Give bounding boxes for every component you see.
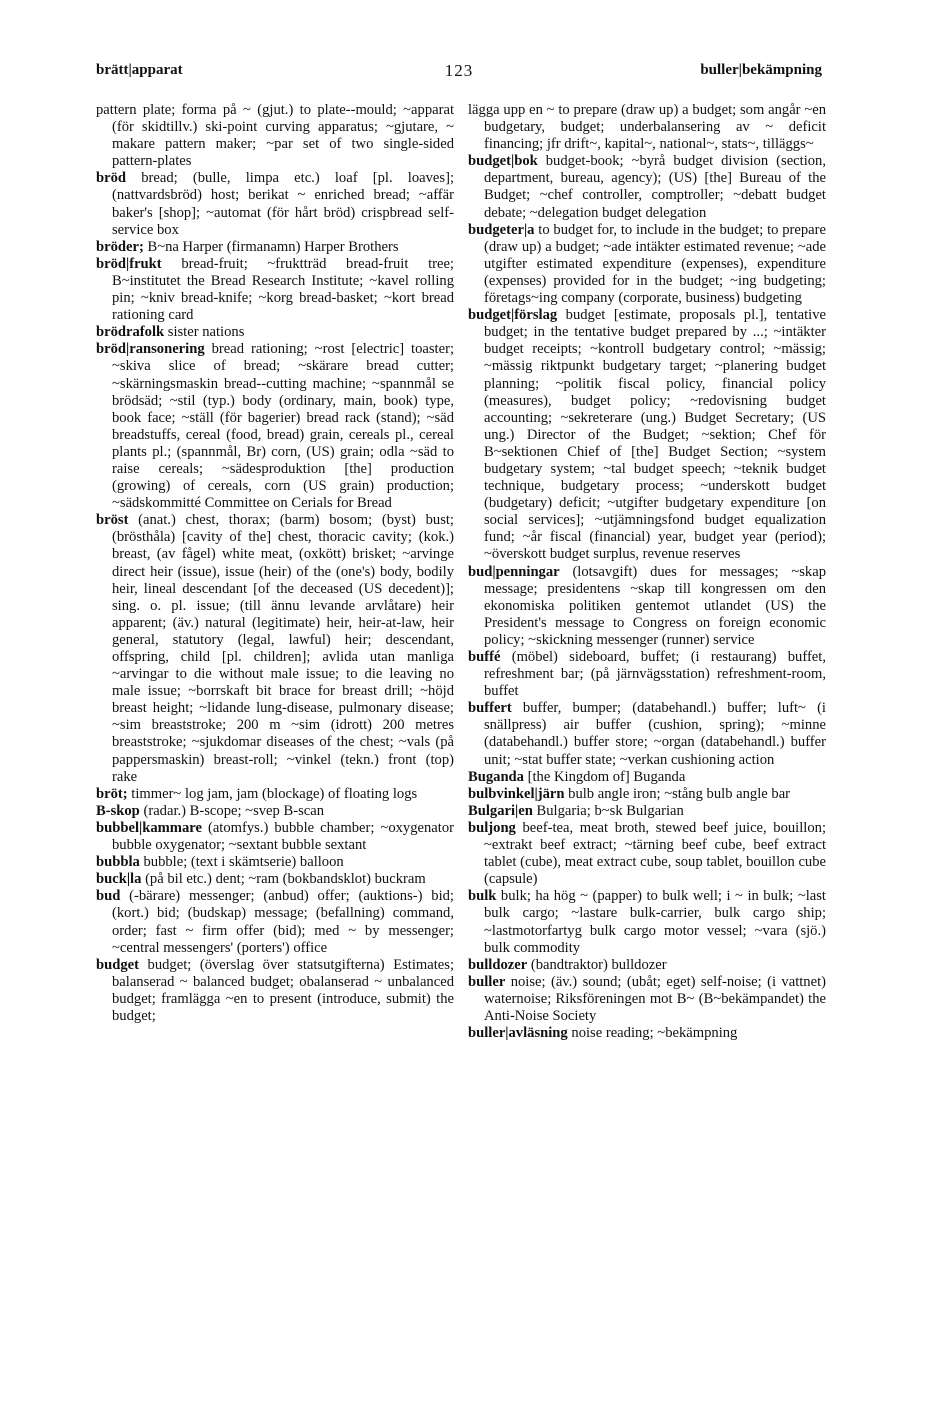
dictionary-entry	[468, 1025, 826, 1042]
entry-text: bulk; ha hög ~ (papper) to bulk well; i ~ in bulk; ~last bulk cargo; ~lastare bulk-carrier, bulk cargo ship; ~lastmotorfartyg bulk cargo motor vessel; ~vara (sjö.) bulk commodity	[484, 888, 826, 956]
entry-text: (atomfys.) bubble chamber; ~oxygenator bubble oxygenator; ~sextant bubble sextant	[112, 819, 454, 854]
dictionary-entry	[468, 153, 826, 221]
dictionary-entry	[96, 803, 454, 820]
dictionary-entry	[468, 102, 826, 153]
entry-text: noise reading; ~bekämpning	[571, 1025, 738, 1042]
dictionary-entry	[96, 871, 454, 888]
entry-headword: budget|förslag	[468, 307, 558, 324]
dictionary-entry	[468, 307, 826, 563]
header-left-guideword: brätt|apparat	[96, 62, 183, 78]
entry-text: bulb angle iron; ~stång bulb angle bar	[568, 785, 791, 802]
entry-text: budget; (överslag över statsutgifterna) Estimates; balanserad ~ balanced budget; obalanserad ~ unbalanced budget; framlägga ~en to present (introduce, submit) the budget;	[112, 956, 454, 1024]
dictionary-entry	[468, 957, 826, 974]
entry-headword: bubbel|kammare	[96, 819, 202, 836]
header-right-guideword: buller|bekämpning	[700, 62, 822, 78]
entry-text: (möbel) sideboard, buffet; (i restaurang) buffet, refreshment bar; (på järnvägsstation) refreshment-room, buffet	[484, 649, 826, 700]
dictionary-entry	[96, 786, 454, 803]
entry-headword: brödrafolk	[96, 324, 165, 341]
entry-headword: buller	[468, 973, 506, 990]
entry-text: Bulgaria; b~sk Bulgarian	[536, 802, 684, 819]
entry-text: noise; (äv.) sound; (ubåt; eget) self-noise; (i vattnet) waternoise; Riksföreningen mot B~ (B~bekämpandet) the Anti-Noise Society	[484, 973, 826, 1024]
entry-headword: buck|la	[96, 871, 142, 888]
entry-headword: B-skop	[96, 802, 140, 819]
page-header	[96, 62, 822, 86]
dictionary-entry	[96, 239, 454, 256]
entry-headword: bud|penningar	[468, 563, 560, 580]
dictionary-entry	[96, 102, 454, 170]
entry-headword: bröd|frukt	[96, 255, 162, 272]
entry-text: to budget for, to include in the budget; to prepare (draw up) a budget; ~ade intäkter estimated revenue; ~ade utgifter estimated expenditure (expenses), expenditure (expenses) provided for in the budget; ~ing budgeting; företags~ing company (corporate, business) budgeting	[484, 221, 826, 307]
page-number: 123	[444, 61, 474, 80]
entry-text: (anat.) chest, thorax; (barm) bosom; (byst) bust; (brösthåla) [cavity of the] chest, thoracic cavity; (kok.) breast, (av fågel) white meat, (oxkött) brisket; ~arvinge direct heir (issue), issue (heir) of the (one's) body, bodily heir, lineal descendant [of the deceased (US decedent)]; sing. o. pl. issue; (till ännu levande arvlåtare) heir apparent; (äv.) natural (legitimate) heir, heir-at-law, heir general, statutory (legal, lawful) heir; descendant, offspring, child [pl. children]; avlida utan manliga ~arvingar to die without male issue; to die leaving no male issue; ~borrskaft bit brace for breast drill; ~höjd breast height; ~lidande lung-disease, pulmonary disease; ~sim breaststroke; 200 m ~sim (idrott) 200 metres breaststroke; ~sjukdomar diseases of the chest; ~vals (på pappersmaskin) breast-roll; ~vinkel (tekn.) front (top) rake	[112, 512, 454, 785]
entry-headword: Bulgari|en	[468, 802, 533, 819]
dictionary-entry	[96, 957, 454, 1025]
entry-headword: bröt;	[96, 785, 128, 802]
entry-headword: bröst	[96, 512, 129, 529]
entry-text: [the Kingdom of] Buganda	[527, 768, 686, 785]
entry-text: beef-tea, meat broth, stewed beef juice, bouillon; ~extrakt beef extract; ~tärning beef cube, beef extract tablet (cube), meat extract cube, soup tablet, bouillon cube (capsule)	[484, 819, 826, 888]
dictionary-entry	[468, 803, 826, 820]
dictionary-entry	[468, 700, 826, 768]
entry-text: (på bil etc.) dent; ~ram (bokbandsklot) buckram	[145, 871, 426, 888]
entry-text: bread rationing; ~rost [electric] toaster; ~skiva slice of bread; ~skärare bread cutter; ~skärningsmaskin bread--cutting machine; ~spannmål se brödsäd; ~stil (typ.) body (ordinary, main, book) type, book face; ~ställ (för bagerier) bread rack (stand); ~säd breadstuffs, cereal (food, bread) grain, cereals pl., cereal plants pl.; (spannmål, Br) corn, (US) grain; odla ~säd to raise cereals; ~sädesproduktion [the] production (growing) of cereals, corn (US grain) production; ~sädskommitté Committee on Cerials for Bread	[112, 341, 454, 512]
dictionary-entry	[96, 854, 454, 871]
dictionary-entry	[468, 222, 826, 307]
dictionary-entry	[96, 324, 454, 341]
entry-text: bread; (bulle, limpa etc.) loaf [pl. loaves]; (nattvardsbröd) host; berikat ~ enriched bread; ~affär baker's [shop]; ~automat (för hårt bröd) crispbread self-service box	[112, 170, 455, 238]
entry-headword: bulldozer	[468, 956, 528, 973]
entry-text: (-bärare) messenger; (anbud) offer; (auktions-) bid; (kort.) bid; (budskap) message; (befallning) command, order; fast ~ firm offer (bid); med ~ by messenger; ~central messengers' (porters') office	[112, 888, 454, 956]
entry-headword: bubbla	[96, 854, 140, 871]
dictionary-entry	[96, 820, 454, 854]
entry-headword: bröd|ransonering	[96, 341, 205, 358]
entry-text: (lotsavgift) dues for messages; ~skap message; presidentens ~skap till kongressen om den ekonomiska politiken gentemot utlandet (US) the President's message to Congress on foreign economic policy; ~skickning messenger (runner) service	[484, 563, 827, 648]
entry-headword: buljong	[468, 819, 516, 836]
right-column	[468, 102, 826, 1042]
entry-text: bread-fruit; ~fruktträd bread-fruit tree; B~institutet the Bread Research Institute; ~kavel rolling pin; ~kniv bread-knife; ~korg bread-basket; ~kort bread rationing card	[112, 255, 454, 324]
entry-headword: buller|avläsning	[468, 1025, 568, 1042]
entry-text: sister nations	[167, 324, 245, 341]
dictionary-entry	[468, 888, 826, 956]
dictionary-entry	[96, 888, 454, 956]
dictionary-entry	[96, 170, 454, 238]
dictionary-entry	[468, 786, 826, 803]
entry-headword: buffé	[468, 649, 501, 665]
entry-headword: budget	[96, 956, 139, 973]
left-column	[96, 102, 454, 1025]
entry-headword: budget|bok	[468, 153, 538, 170]
entry-headword: Buganda	[468, 768, 524, 785]
dictionary-entry	[468, 564, 826, 649]
entry-text: pattern plate; forma på ~ (gjut.) to plate--mould; ~apparat (för skidtillv.) ski-point curving apparatus; ~gjutare, ~ makare pattern maker; ~par set of two single-sided pattern-plates	[96, 102, 454, 170]
dictionary-entry	[96, 256, 454, 324]
entry-headword: buffert	[468, 700, 512, 717]
entry-text: budget [estimate, proposals pl.], tentative budget; in the tentative budget prepared by ...; ~intäkter budget receipts; ~kontroll budgetary control; ~mässig; ~mässig riktpunkt budgetary target; ~planering budget planning; ~politik fiscal policy, financial policy (measures), budget policy; ~redovisning budget accounting; ~sekreterare (ung.) Budget Secretary; (US ung.) Director of the Budget; ~sektion; Chef för B~sektionen Chief of [the] Budget Section; ~system budgetary system; ~tal budget speech; ~teknik budget technique, budgetary process; ~underskott budget (budgetary) deficit; ~utgifter budgetary expenditure [on social services]; ~utjämningsfond budget equalization fund; ~år fiscal (financial) year, budget year (period); ~överskott budget surplus, revenue reserves	[484, 307, 827, 563]
entry-headword: bud	[96, 888, 121, 905]
entry-headword: budgeter|a	[468, 221, 535, 238]
dictionary-entry	[468, 820, 826, 888]
entry-text: budget-book; ~byrå budget division (section, department, bureau, agency); (US) [the] Bureau of the Budget; ~chef controller, comptroller; ~debatt budget debate; ~delegation budget delegation	[484, 153, 826, 221]
entry-text: bubble; (text i skämtserie) balloon	[143, 854, 344, 871]
dictionary-entry	[468, 649, 826, 700]
dictionary-entry	[96, 512, 454, 786]
entry-text: (bandtraktor) bulldozer	[530, 956, 667, 973]
entry-text: B~na Harper (firmanamn) Harper Brothers	[147, 238, 399, 255]
entry-headword: bulbvinkel|järn	[468, 785, 565, 802]
entry-text: lägga upp en ~ to prepare (draw up) a budget; som angår ~en budgetary, budget; underbalansering av ~ deficit financing; jfr drift~, kapital~, national~, stats~, tilläggs~	[468, 102, 826, 153]
entry-headword: bröd	[96, 170, 127, 187]
entry-text: timmer~ log jam, jam (blockage) of floating logs	[131, 785, 418, 802]
entry-headword: bulk	[468, 888, 497, 905]
entry-text: buffer, bumper; (databehandl.) buffer; luft~ (i snällpress) air buffer (cushion, spring); ~minne (databehandl.) buffer store; ~organ (databehandl.) buffer unit; ~stat buffer state; ~verkan cushioning action	[484, 700, 826, 768]
dictionary-entry	[468, 974, 826, 1025]
dictionary-entry	[468, 769, 826, 786]
entry-text: (radar.) B-scope; ~svep B-scan	[143, 802, 324, 819]
dictionary-entry	[96, 341, 454, 512]
entry-headword: bröder;	[96, 238, 144, 255]
